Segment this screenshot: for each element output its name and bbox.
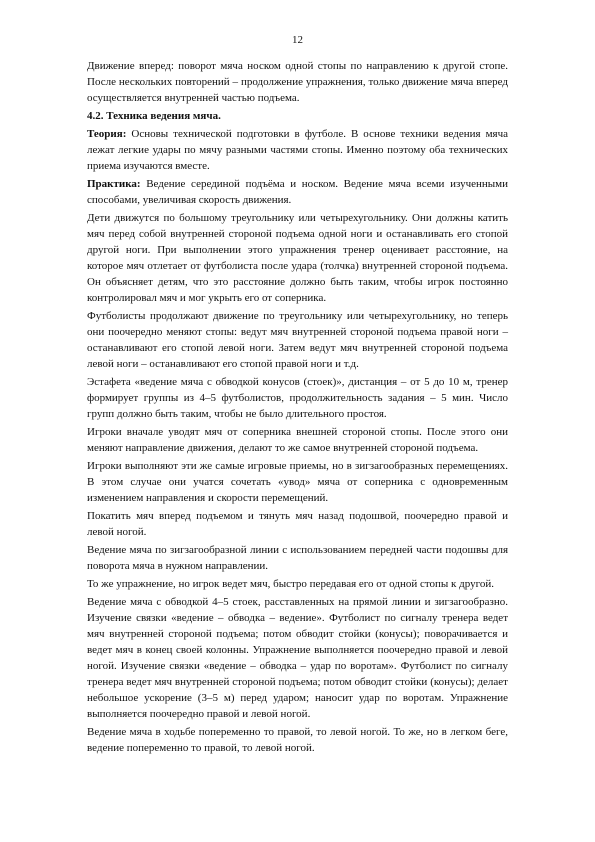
paragraph-zigzag-line: Ведение мяча по зигзагообразной линии с использованием передней части подошвы для поворота мяча в нужном направлении.	[87, 544, 508, 572]
paragraph-foot-to-foot: То же упражнение, но игрок ведет мяч, быстро передавая его от одной стопы к другой.	[87, 578, 494, 590]
paragraph-triangle: Дети движутся по большому треугольнику или четырехугольнику. Они должны катить мяч перед собой внутренней стороной подъема одной ноги и останавливать его стопой другой ноги. При выполнении этого упражнения тренер оценивает расстояние, на которое мяч отлетает от футболиста после удара (толчка) внутренней стороной подъема. Он объясняет детям, что это расстояние должно быть таким, чтобы игрок постоянно контролировал мяч и мог укрыть его от соперника.	[87, 212, 508, 304]
paragraph-cones: Ведение мяча с обводкой 4–5 стоек, расставленных на прямой линии и зигзагообразно. Изучение связки «ведение – обводка – ведение». Футболист по сигналу тренера ведет мяч внутренней стороной подъема; потом обводит стойки (конусы); поворачивается и ведет мяч в конец своей колонны. Упражнение выполняется поочередно правой и левой ногой. Изучение связки «ведение – обводка – удар по воротам». Футболист по сигналу тренера ведет мяч внутренней стороной подъема; потом обводит стойки (конусы); делает небольшое ускорение (3–5 м) перед ударом; наносит удар по воротам. Упражнение выполняется поочередно правой и левой ногой.	[87, 596, 508, 720]
paragraph-theory	[87, 126, 508, 174]
theory-text: Основы технической подготовки в футболе. В основе техники ведения мяча лежат легкие удары по мячу разными частями стопы. Именно поэтому оба технических приема изучаются вместе.	[87, 128, 508, 172]
paragraph-zigzag-moves: Игроки выполняют эти же самые игровые приемы, но в зигзагообразных перемещениях. В этом случае они учатся сочетать «увод» мяча от соперника с одновременным изменением направления и скорости перемещений.	[87, 460, 508, 504]
paragraph-dribble-turn: Движение вперед: поворот мяча носком одной стопы по направлению к другой стопе. После нескольких повторений – продолжение упражнения, только движение мяча вперед осуществляется внутренней частью подъема.	[87, 60, 508, 104]
paragraph-practice	[87, 176, 508, 208]
paragraph-alternate-feet: Футболисты продолжают движение по треугольнику или четырехугольнику, но теперь они поочередно меняют стопы: ведут мяч внутренней стороной подъема правой ноги – останавливают его стопой левой ноги. Затем ведут мяч внутренней стороной подъема левой ноги – останавливают его стопой правой ноги и т.д.	[87, 310, 508, 370]
page-body	[87, 58, 508, 758]
section-heading: 4.2. Техника ведения мяча.	[87, 110, 221, 122]
theory-label: Теория:	[87, 128, 127, 140]
practice-label: Практика:	[87, 178, 141, 190]
paragraph-roll-pull: Покатить мяч вперед подъемом и тянуть мяч назад подошвой, поочередно правой и левой ногой.	[87, 510, 508, 538]
paragraph-outer-side: Игроки вначале уводят мяч от соперника внешней стороной стопы. После этого они меняют направление движения, делают то же самое внутренней стороной подъема.	[87, 426, 508, 454]
page-number: 12	[292, 34, 303, 46]
paragraph-walking: Ведение мяча в ходьбе попеременно то правой, то левой ногой. То же, но в легком беге, ведение попеременно то правой, то левой ногой.	[87, 726, 508, 754]
paragraph-relay: Эстафета «ведение мяча с обводкой конусов (стоек)», дистанция – от 5 до 10 м, тренер формирует группы из 4–5 футболистов, продолжительность задания – 5 мин. Число групп должно быть таким, чтобы не было длительного простоя.	[87, 376, 508, 420]
practice-text: Ведение серединой подъёма и носком. Ведение мяча всеми изученными способами, увеличивая скорость движения.	[87, 178, 508, 206]
